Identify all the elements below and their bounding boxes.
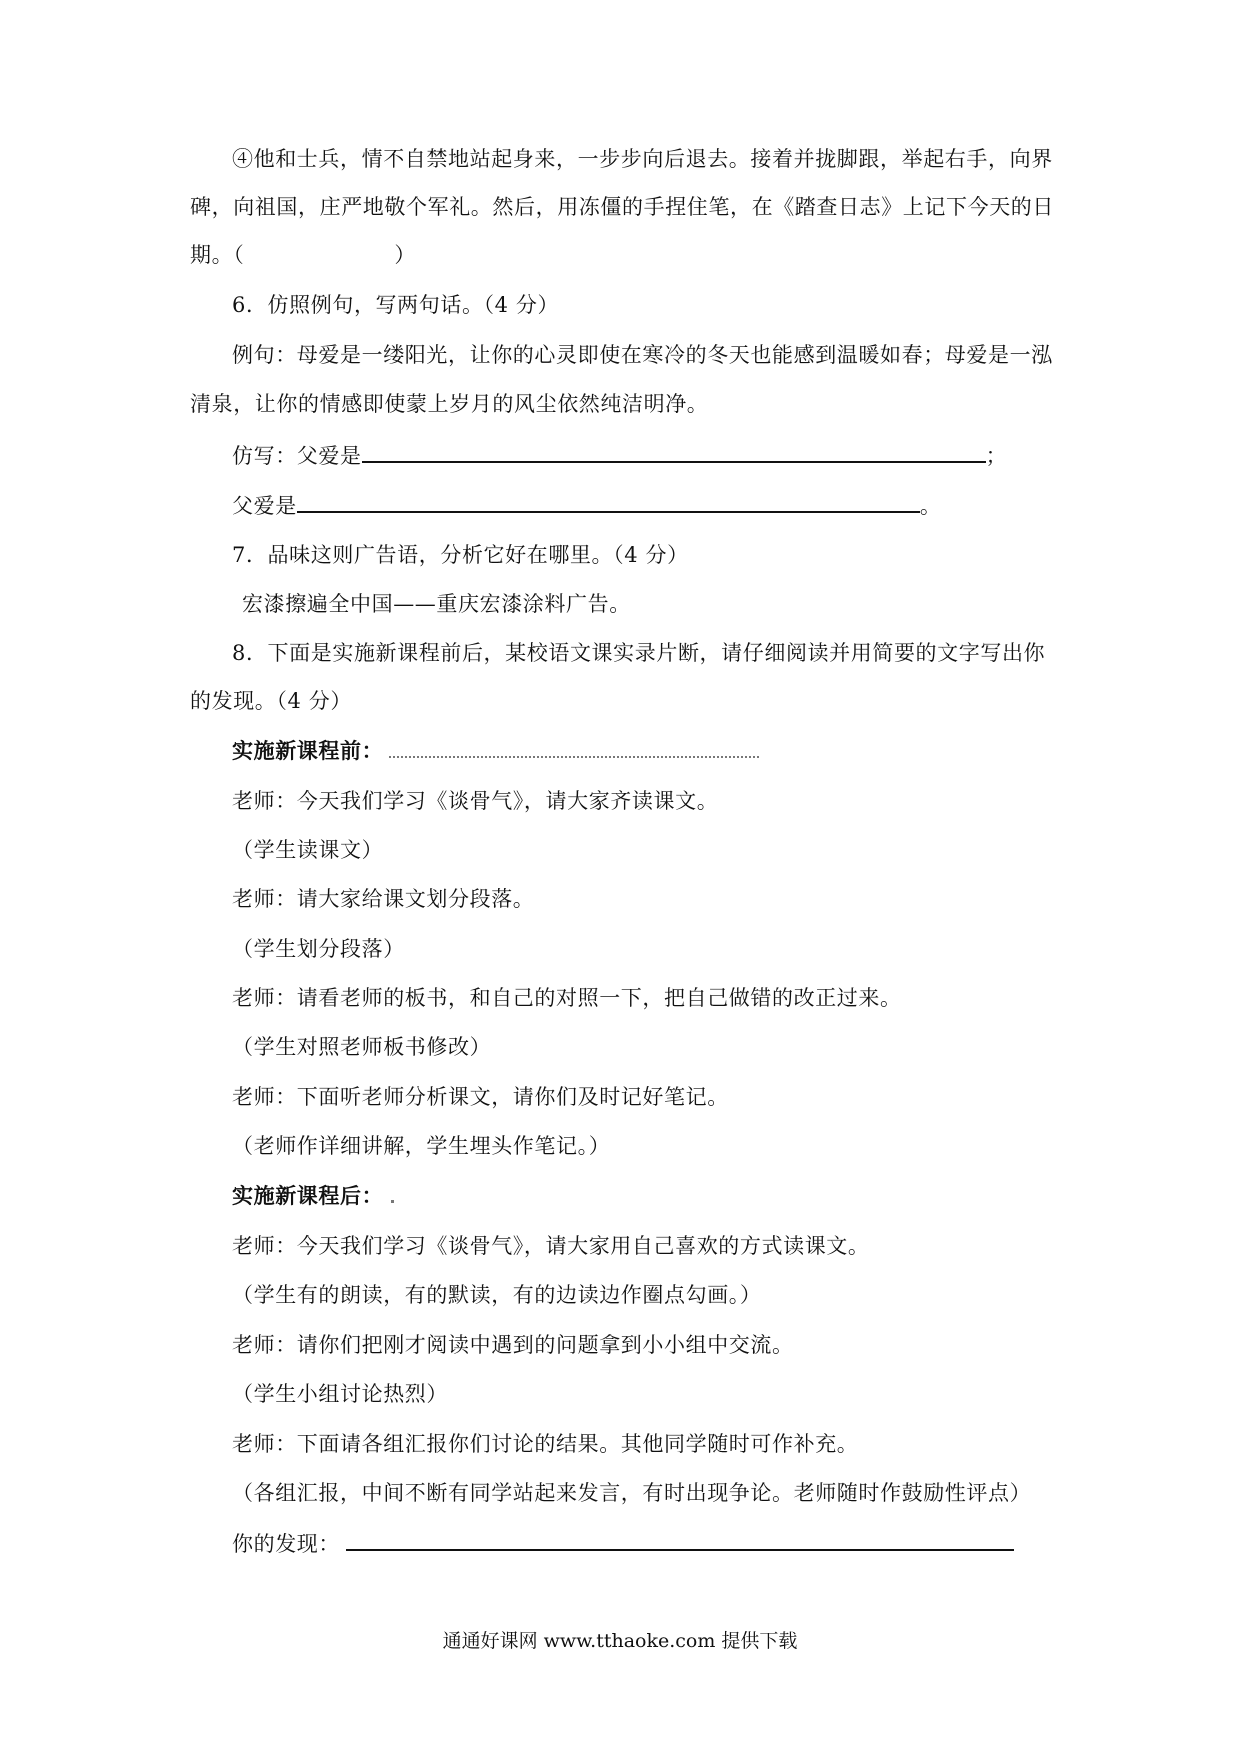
dialogue-line: 老师：请你们把刚才阅读中遇到的问题拿到小小组中交流。 [232,1333,794,1357]
q8-title-line1: 8．下面是实施新课程前后，某校语文课实录片断，请仔细阅读并用简要的文字写出你 [232,641,1046,665]
dialogue-line: （学生读课文） [232,838,384,862]
q6-imitate-suffix1: ； [985,444,1008,468]
dialogue-line: 老师：请看老师的板书，和自己的对照一下，把自己做错的改正过来。 [232,986,902,1010]
dotted-rule [389,742,759,758]
q6-imitate-suffix2: 。 [919,494,942,518]
q5-item4-line2: 碑，向祖国，庄严地敬个军礼。然后，用冻僵的手捏住笔，在《踏查日志》上记下今天的日 [190,195,1054,219]
q8-answer-blank[interactable] [346,1531,1014,1551]
dot-mark [391,1200,394,1203]
q6-imitate-prefix2: 父爱是 [232,494,297,518]
q5-item4-line3 [190,240,1070,270]
dialogue-line: 老师：下面听老师分析课文，请你们及时记好笔记。 [232,1085,729,1109]
q6-imitate-line1 [232,441,1112,471]
dialogue-line: （学生划分段落） [232,937,405,961]
q6-imitate-prefix1: 仿写：父爱是 [232,444,362,468]
q8-after-heading: 实施新课程后： [232,1183,384,1208]
page-footer: 通通好课网 www.tthaoke.com 提供下载 [442,1630,798,1652]
dialogue-line: 老师：今天我们学习《谈骨气》，请大家用自己喜欢的方式读课文。 [232,1234,870,1258]
q6-answer-blank-1[interactable] [362,443,986,463]
dialogue-line: （学生小组讨论热烈） [232,1382,448,1406]
q5-item4-line1: ④他和士兵，情不自禁地站起身来，一步步向后退去。接着并拢脚跟，举起右手，向界 [232,147,1053,171]
q6-example-line1: 例句：母爱是一缕阳光，让你的心灵即使在寒冷的冬天也能感到温暖如春；母爱是一泓 [232,343,1053,367]
dialogue-line: （老师作详细讲解，学生埋头作笔记。） [232,1134,611,1158]
q6-title: 6．仿照例句，写两句话。（4 分） [232,293,560,317]
q8-before-heading-line [232,736,1112,766]
dialogue-line: 老师：请大家给课文划分段落。 [232,887,535,911]
q5-item4-line3-start: 期。（ [190,243,245,267]
dialogue-line: 老师：下面请各组汇报你们讨论的结果。其他同学随时可作补充。 [232,1432,859,1456]
dialogue-line: 老师：今天我们学习《谈骨气》，请大家齐读课文。 [232,789,719,813]
q8-before-heading: 实施新课程前： [232,738,384,763]
q7-title: 7．品味这则广告语，分析它好在哪里。（4 分） [232,543,689,567]
q8-title-line2: 的发现。（4 分） [190,689,352,713]
dialogue-line: （学生有的朗读，有的默读，有的边读边作圈点勾画。） [232,1283,762,1307]
dialogue-line: （学生对照老师板书修改） [232,1035,492,1059]
q7-ad: 宏漆擦遍全中国——重庆宏漆涂料广告。 [242,592,631,616]
q8-finding-line [232,1529,1112,1559]
q6-example-line2: 清泉，让你的情感即使蒙上岁月的风尘依然纯洁明净。 [190,392,709,416]
q5-item4-line3-end: ） [394,243,416,267]
q8-after-heading-line [232,1181,1112,1211]
dialogue-line: （各组汇报，中间不断有同学站起来发言，有时出现争论。老师随时作鼓励性评点） [232,1481,1032,1505]
q6-answer-blank-2[interactable] [297,493,920,513]
q6-imitate-line2 [232,491,1112,521]
q8-finding-prefix: 你的发现： [232,1532,340,1556]
